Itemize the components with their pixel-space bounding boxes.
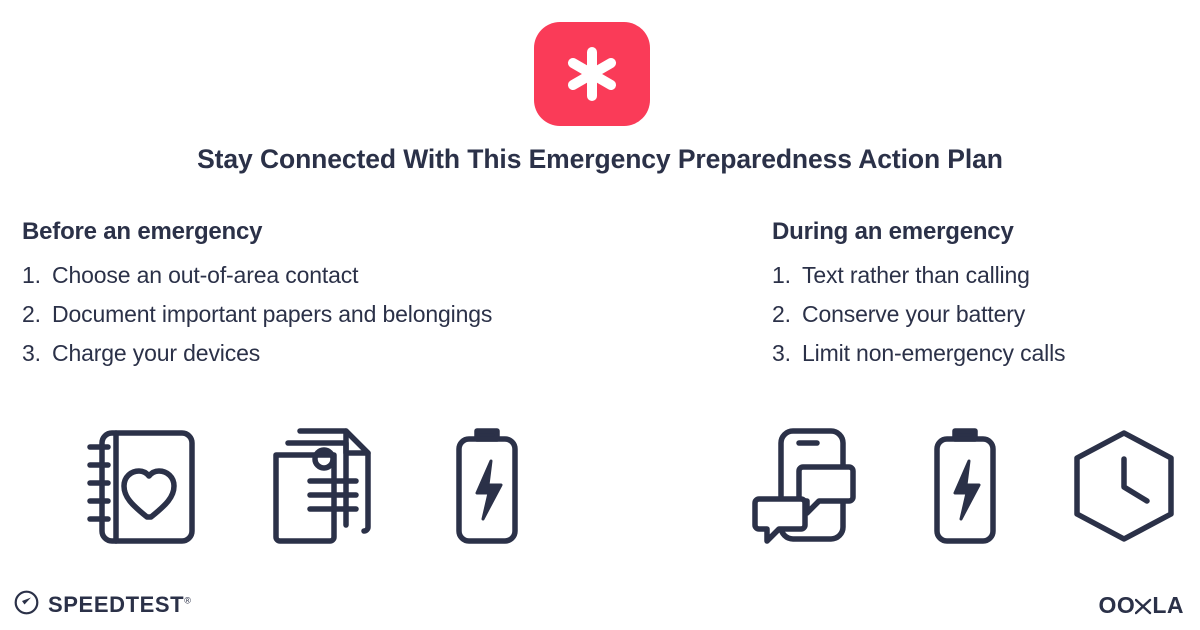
notebook-heart-icon	[80, 418, 202, 553]
speedtest-logo	[14, 590, 191, 620]
asterisk-badge-icon	[534, 22, 650, 126]
list-item-number: 3.	[772, 340, 791, 366]
phone-message-icon	[745, 418, 867, 553]
list-before-emergency	[22, 256, 762, 373]
list-item-label: Charge your devices	[52, 340, 261, 366]
list-item	[22, 334, 762, 373]
list-item-label: Text rather than calling	[802, 262, 1030, 288]
battery-charge-icon	[922, 418, 1008, 553]
column-heading-before: Before an emergency	[22, 218, 263, 245]
documents-stack-icon	[262, 418, 384, 553]
list-during-emergency	[772, 256, 1192, 373]
list-item-number: 3.	[22, 340, 41, 366]
page-title: Stay Connected With This Emergency Preparedness Action Plan	[197, 144, 1003, 174]
list-item-label: Choose an out-of-area contact	[52, 262, 359, 288]
list-item-number: 2.	[22, 301, 41, 327]
list-item	[22, 295, 762, 334]
ookla-mark-icon	[1135, 594, 1152, 611]
ookla-label-la: LA	[1152, 592, 1184, 618]
column-during-emergency	[772, 218, 1192, 373]
ookla-wordmark	[1099, 592, 1184, 619]
ookla-label-oo: OO	[1098, 592, 1136, 618]
list-item	[22, 256, 762, 295]
icon-row-before	[80, 418, 530, 553]
column-heading-during: During an emergency	[772, 218, 1014, 245]
list-item-label: Document important papers and belongings	[52, 301, 493, 327]
list-item	[772, 334, 1192, 373]
list-item-number: 2.	[772, 301, 791, 327]
ookla-logo	[1099, 592, 1184, 619]
battery-charge-icon	[444, 418, 530, 553]
list-item-number: 1.	[22, 262, 41, 288]
icon-row-during	[745, 418, 1185, 553]
list-item	[772, 256, 1192, 295]
list-item-label: Limit non-emergency calls	[802, 340, 1066, 366]
list-item-number: 1.	[772, 262, 791, 288]
list-item	[772, 295, 1192, 334]
registered-mark: ®	[184, 595, 191, 606]
list-item-label: Conserve your battery	[802, 301, 1026, 327]
hexagon-clock-icon	[1063, 418, 1185, 553]
speedtest-wordmark: SPEEDTEST®	[48, 592, 191, 617]
column-before-emergency	[22, 218, 762, 373]
speedtest-gauge-icon	[14, 590, 39, 620]
